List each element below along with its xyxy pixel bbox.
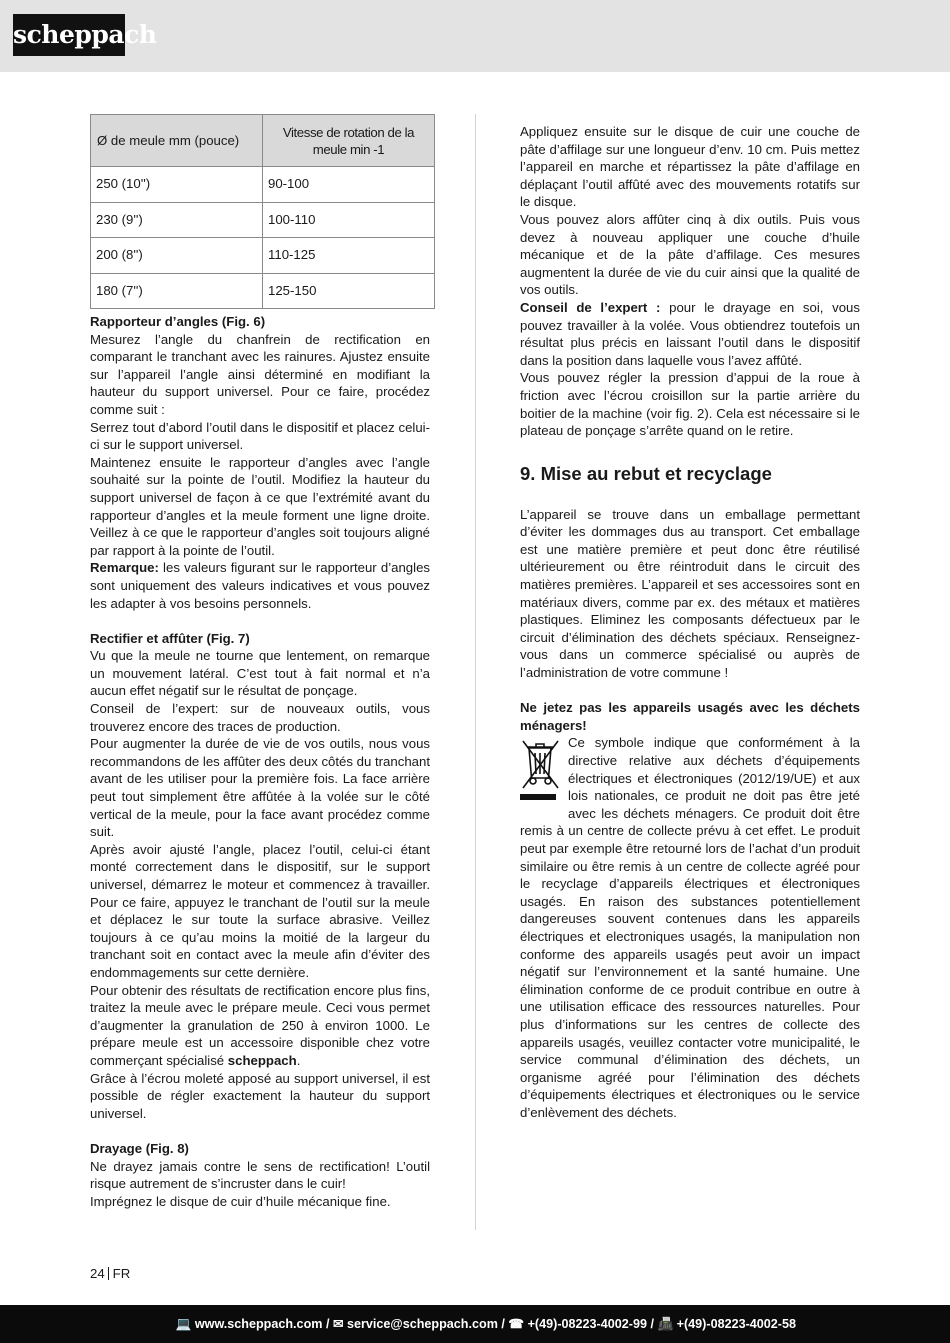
column-divider [475, 114, 476, 1230]
rectifier-paragraph: Grâce à l’écrou moleté apposé au support universel, il est possible de régler exactement la hauteur du support universel. [90, 1070, 430, 1121]
table-header-diameter: Ø de meule mm (pouce) [91, 115, 263, 167]
weee-heading: Ne jetez pas les appareils usagés avec les déchets ménagers! [520, 700, 860, 733]
conseil-text: pour le drayage en soi, vous pouvez travailler à la volée. Vous obtiendrez toutefois un résultat plus précis en laissant l’outil dans le dispositif dans la position dans laquelle vous l’avez affûté. [520, 299, 860, 368]
brand-name: scheppach [227, 1052, 297, 1068]
rectifier-paragraph: Après avoir ajusté l’angle, placez l’outil, celui-ci étant monté correctement dans le dispositif, sur le support universel, démarrez le moteur et commencez à travailler. Pour ce faire, appuyez le tranchant de l’outil sur la meule et déplacez le sur toute la surface abrasive. Veillez toujours à ce qu’au moins la moitié de la largeur du tranchant soit en contact avec la meule afin d’éviter des endommagements sur cette dernière. [90, 841, 430, 980]
table-cell-diameter: 230 (9'') [91, 202, 263, 238]
table-cell-speed: 125-150 [263, 273, 435, 309]
crossed-out-wheelie-bin-icon [520, 736, 564, 806]
page-meta [90, 1266, 130, 1281]
table-cell-speed: 90-100 [263, 167, 435, 203]
contact-footer-bar [0, 1305, 950, 1343]
rapporteur-paragraph: Mesurez l’angle du chanfrein de rectification en comparant le tranchant avec les rainures. Ajustez ensuite sur l’appareil l’angle ainsi déterminé en modifiant la hauteur du support universel. Pour ce faire, procédez comme suit : [90, 331, 430, 417]
contact-info: 💻 www.scheppach.com / ✉ service@scheppach.com / ☎ +(49)-08223-4002-99 / 📠 +(49)-08223-4002-58 [175, 1317, 796, 1331]
drayage-paragraph: Imprégnez le disque de cuir d’huile mécanique fine. [90, 1193, 391, 1209]
table-cell-diameter: 200 (8'') [91, 238, 263, 274]
table-header-row [91, 115, 435, 167]
table-cell-diameter: 180 (7'') [91, 273, 263, 309]
drayage-heading: Drayage (Fig. 8) [90, 1140, 189, 1156]
page-header-band [0, 0, 950, 72]
conseil-paragraph [520, 299, 860, 369]
rectifier-text: . [296, 1052, 301, 1068]
weee-paragraph: Ce symbole indique que conformément à la directive relative aux déchets d’équipements électriques et électroniques (2012/19/UE) et aux lois nationales, ce produit ne doit pas être jeté avec les déchets ménagers. Ce produit doit être remis à un centre de collecte prévu à cet effet. Le produit peut par exemple être retourné lors de l’achat d’un produit similaire ou être remis à un centre de collecte agréé pour le recyclage d’appareils électriques et électroniques usagés. En raison des substances potentiellement dangereuses souvent contenues dans les appareils électriques et electroniques usagés, la manipulation non conforme des appareils usagés peut avoir un impact négatif sur l’environnement et la santé humaine. Une élimination conforme de ce produit contribue en outre à une utilisation efficace des ressources naturelles. Pour plus d’informations sur les centres de collecte des appareils usagés, veuillez contacter votre municipalité, le service communal d’élimination des déchets, un organisme agréé pour l’élimination des déchets d’équipements électriques et électroniques ou le service d’enlèvement des déchets. [520, 735, 860, 1120]
weee-block [520, 734, 860, 1121]
rectifier-heading: Rectifier et affûter (Fig. 7) [90, 630, 250, 646]
rectifier-text: Pour obtenir des résultats de rectification encore plus fins, traitez la meule avec le prépare meule. Ceci vous permet d’augmenter la granulation de 250 à environ 1000. Le prépare meule est un accessoire disponible chez votre commerçant spécialisé [90, 982, 430, 1068]
table-header-speed: Vitesse de rotation de la meule min -1 [263, 115, 435, 167]
table-cell-speed: 100-110 [263, 202, 435, 238]
rectifier-paragraph: Vu que la meule ne tourne que lentement, on remarque un mouvement latéral. C’est tout à fait normal et n’a aucun effet négatif sur le résultat de ponçage. [90, 648, 430, 699]
rapporteur-paragraph: Serrez tout d’abord l’outil dans le dispositif et placez celui-ci sur le support universel. [90, 419, 430, 453]
drayage-continued-paragraph: Appliquez ensuite sur le disque de cuir une couche de pâte d’affilage sur une longueur d’env. 10 cm. Puis mettez l’appareil en marche et répartissez la pâte d’affilage en déplaçant l’outil affûté avec des mouvements rotatifs sur le disque. [520, 124, 860, 210]
drayage-paragraph: Ne drayez jamais contre le sens de rectification! L’outil risque autrement de s’incruster dans le cuir! [90, 1158, 430, 1192]
left-column [90, 114, 430, 1210]
scheppach-logo: scheppach [13, 14, 125, 56]
drayage-continued-paragraph: Vous pouvez alors affûter cinq à dix outils. Puis vous devez à nouveau appliquer une couche d’huile mécanique et de la pâte d’affilage. Ces mesures augmentent la durée de vie du cuir ainsi que la qualité de vos outils. [520, 211, 860, 298]
remarque-label: Remarque: [90, 560, 159, 576]
table-cell-speed: 110-125 [263, 238, 435, 274]
language-code: FR [112, 1266, 131, 1281]
page-meta-separator [108, 1267, 109, 1280]
section-heading-recycling: 9. Mise au rebut et recyclage [520, 462, 772, 484]
remarque-paragraph [90, 559, 430, 612]
rectifier-paragraph: Pour augmenter la durée de vie de vos outils, nous vous recommandons de les affûter des deux côtés du tranchant avant de les utiliser pour la première fois. La face arrière peut tout simplement être affûtée à la volée sur le côté vertical de la meule, pour la face avant procédez comme suit. [90, 736, 430, 840]
table-row [91, 238, 435, 274]
rapporteur-paragraph: Maintenez ensuite le rapporteur d’angles avec l’angle souhaité sur la pointe de l’outil. Modifiez la hauteur du support universel de façon à ce que l’extrémité avant du rapporteur d’angles et la meule forment une ligne droite. Veillez à ce que le rapporteur d’angles soit toujours aligné par rapport à la pointe de l’outil. [90, 454, 430, 558]
rapporteur-heading: Rapporteur d’angles (Fig. 6) [90, 314, 266, 329]
remarque-text: les valeurs figurant sur le rapporteur d’angles sont uniquement des valeurs indicatives et vous pouvez les adapter à vos besoins personnels. [90, 560, 430, 611]
page-number: 24 [90, 1266, 105, 1281]
pressure-paragraph: Vous pouvez régler la pression d’appui de la roue à friction avec l’écrou croisillon sur la partie arrière du boitier de la machine (voir fig. 2). Cela est nécessaire si le plateau de ponçage s’arrête quand on le retire. [520, 370, 860, 439]
conseil-label: Conseil de l’expert : [520, 299, 661, 315]
table-cell-diameter: 250 (10'') [91, 167, 263, 203]
right-column [520, 123, 860, 1121]
rectifier-paragraph: Conseil de l’expert: sur de nouveaux outils, vous trouverez encore des traces de production. [90, 701, 430, 734]
table-row [91, 202, 435, 238]
recycling-paragraph: L’appareil se trouve dans un emballage permettant d’éviter les dommages dus au transport. Cet emballage est une matière première et peut donc être réutilisé ultérieurement ou être réintroduit dans le circuit des matières premières. L’appareil et ses accessoires sont en matériaux divers, comme par ex. des métaux et matières plastiques. Eliminez les composants défectueux par le circuit d’élimination des déchets spéciaux. Renseignez-vous dans un commerce spécialisé ou auprès de l’administration de votre commune ! [520, 506, 860, 681]
table-row [91, 167, 435, 203]
table-row [91, 273, 435, 309]
rectifier-paragraph [90, 982, 430, 1070]
wheel-speed-table [90, 114, 435, 309]
